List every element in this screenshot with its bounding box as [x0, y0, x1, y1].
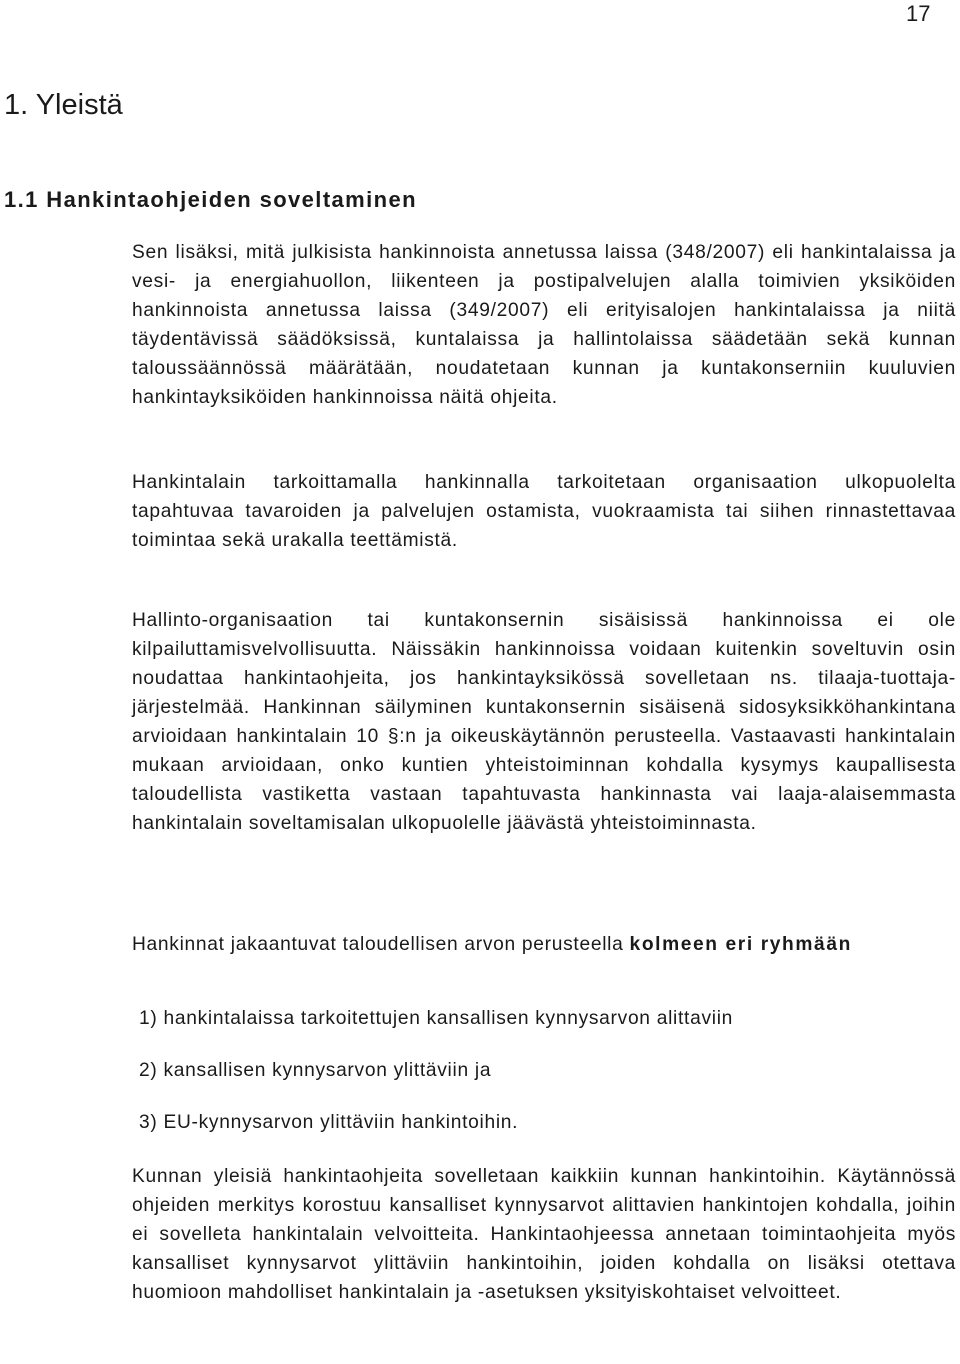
list-item-group-2: 2) kansallisen kynnysarvon ylittäviin ja: [139, 1060, 492, 1081]
paragraph-scope: [132, 238, 956, 412]
paragraph-text: Kunnan yleisiä hankintaohjeita sovelletaan kaikkiin kunnan hankintoihin. Käytännössä ohjeiden merkitys korostuu kansalliset kynnysarvot alittavien hankintojen kohdalla, joihin ei sovelleta hankintalain velvoitteita. Hankintaohjeessa annetaan toimintaohjeita myös kansalliset kynnysarvot ylittäviin hankintoihin, joiden kohdalla on lisäksi otettava huomioon mahdolliset hankintalain ja -asetuksen yksityiskohtaiset velvoitteet.: [132, 1166, 956, 1303]
chapter-title: 1. Yleistä: [4, 89, 123, 121]
paragraph-text: Sen lisäksi, mitä julkisista hankinnoista annetussa laissa (348/2007) eli hankintalaissa ja vesi- ja energiahuollon, liikenteen ja postipalvelujen alalla toimivien yksiköiden hankinnoista annetussa laissa (349/2007) eli erityisalojen hankintalaissa ja niitä täydentävissä säädöksissä, kuntalaissa ja hallintolaissa säädetään sekä kunnan taloussäännössä määrätään, noudatetaan kunnan ja kuntakonserniin kuuluvien hankintayksiköiden hankinnoissa näitä ohjeita.: [132, 242, 956, 408]
page-number: 17: [906, 1, 931, 26]
paragraph-definition: [132, 468, 956, 555]
list-item-group-3: 3) EU-kynnysarvon ylittäviin hankintoihin.: [139, 1112, 519, 1133]
paragraph-application: [132, 1162, 956, 1307]
groups-intro-text: Hankinnat jakaantuvat taloudellisen arvon perusteella: [132, 934, 630, 955]
groups-intro-emphasis: kolmeen eri ryhmään: [629, 934, 852, 955]
paragraph-text: Hallinto-organisaation tai kuntakonsernin sisäisissä hankinnoissa ei ole kilpailuttamisvelvollisuutta. Näissäkin hankinnoissa voidaan kuitenkin soveltuvin osin noudattaa hankintaohjeita, jos hankintayksikössä sovelletaan ns. tilaaja-tuottaja- järjestelmää. Hankinnan säilyminen kuntakonsernin sisäisenä sidosyksikköhankintana arvioidaan hankintalain 10 §:n ja oikeuskäytännön perusteella. Vastaavasti hankintalain mukaan arvioidaan, onko kuntien yhteistoiminnan kohdalla kysymys kaupallisesta taloudellista vastiketta vastaan tapahtuvasta hankinnasta vai laaja-alaisemmasta hankintalain soveltamisalan ulkopuolelle jäävästä yhteistoiminnasta.: [132, 610, 956, 834]
paragraph-internal-procurement: [132, 606, 956, 838]
paragraph-text: Hankintalain tarkoittamalla hankinnalla tarkoitetaan organisaation ulkopuolelta tapahtuvaa tavaroiden ja palvelujen ostamista, vuokraamista tai siihen rinnastettavaa toimintaa sekä urakalla teettämistä.: [132, 472, 956, 551]
list-item-group-1: 1) hankintalaissa tarkoitettujen kansallisen kynnysarvon alittaviin: [139, 1008, 734, 1029]
section-title: 1.1 Hankintaohjeiden soveltaminen: [4, 187, 417, 212]
paragraph-groups-intro: [132, 930, 956, 959]
paragraph-text: [132, 930, 956, 959]
